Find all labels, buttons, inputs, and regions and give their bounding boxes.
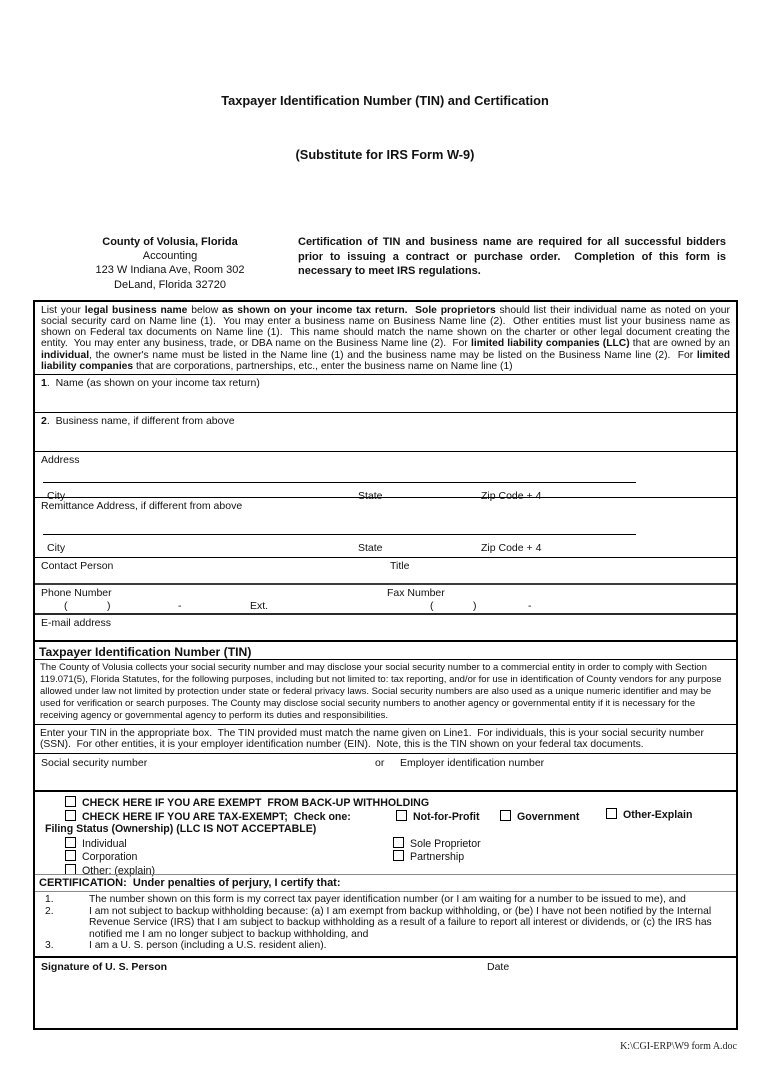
other-explain-checkbox[interactable] <box>606 808 617 819</box>
or-label: or <box>375 757 385 770</box>
form-header <box>0 235 770 292</box>
not-for-profit-label: Not-for-Profit <box>413 810 480 823</box>
phone-paren-open: ( <box>64 600 68 613</box>
certification-item-1-text: The number shown on this form is my correct tax payer identification number (or I am waiting for a number to be issued to me), and <box>89 894 686 906</box>
tin-section-heading: Taxpayer Identification Number (TIN) <box>35 640 736 659</box>
fax-paren-open: ( <box>430 600 434 613</box>
remittance-input-line[interactable] <box>43 518 636 535</box>
address-label: Address <box>41 454 80 467</box>
not-for-profit-option <box>396 810 480 823</box>
tax-exempt-label: CHECK HERE IF YOU ARE TAX-EXEMPT; Check one: <box>82 810 351 823</box>
agency-name: County of Volusia, Florida <box>102 236 238 248</box>
name-field-label: . Name (as shown on your income tax return) <box>46 377 260 390</box>
signature-field[interactable] <box>35 956 736 1028</box>
signature-label: Signature of U. S. Person <box>41 961 168 973</box>
certification-item-2-number: 2. <box>45 905 54 917</box>
certification-item-1-number: 1. <box>45 894 54 906</box>
sole-proprietor-label: Sole Proprietor <box>410 837 481 850</box>
backup-withholding-checkbox[interactable] <box>65 796 76 807</box>
sole-proprietor-checkbox[interactable] <box>393 837 404 848</box>
ssn-ein-field[interactable] <box>35 753 736 790</box>
form-table <box>33 300 738 1030</box>
ssn-label: Social security number <box>41 757 148 770</box>
backup-withholding-label: CHECK HERE IF YOU ARE EXEMPT FROM BACK-UP WITHHOLDING <box>82 797 430 810</box>
title-label: Title <box>390 560 410 573</box>
page-title-line2: (Substitute for IRS Form W-9) <box>295 147 475 162</box>
phone-ext-label: Ext. <box>250 600 269 613</box>
filing-status-row-2 <box>41 850 730 864</box>
corporation-label: Corporation <box>82 851 138 864</box>
partnership-option <box>393 850 464 863</box>
page-title <box>0 56 770 200</box>
corporation-checkbox[interactable] <box>65 850 76 861</box>
ein-label: Employer identification number <box>400 757 545 770</box>
zip-label: Zip Code + 4 <box>481 542 542 555</box>
other-explain-status-checkbox[interactable] <box>65 864 76 875</box>
individual-checkbox[interactable] <box>65 837 76 848</box>
fax-dash: - <box>528 600 532 613</box>
other-explain-label: Other-Explain <box>623 808 693 821</box>
address-input-line[interactable] <box>43 466 636 483</box>
zip-label: Zip Code + 4 <box>481 490 542 503</box>
government-checkbox[interactable] <box>500 810 511 821</box>
business-field-number: 2 <box>41 415 47 428</box>
phone-paren-close: ) <box>107 600 111 613</box>
intro-paragraph: List your legal business name below as shown on your income tax return. Sole proprietors should list their individual name as noted on your social security card on Name line (1). You may enter a business name on Business Name line (2). Other entities must list your business name as shown on Federal tax documents on Name line (1). This name should match the name shown on the charter or other legal document creating the entity. You may enter any business, trade, or DBA name on the Business Name line (2). For limited liability companies (LLC) that are owned by an individual, the owner's name must be listed in the Name line (1) and the business name may be listed on the Business Name line (2). For limited liability companies that are corporations, partnerships, etc., enter the business name on Name line (1) <box>41 304 733 372</box>
fax-paren-close: ) <box>473 600 477 613</box>
not-for-profit-checkbox[interactable] <box>396 810 407 821</box>
file-path-footer: K:\CGI-ERP\W9 form A.doc <box>620 1041 737 1052</box>
certification-item-3-text: I am a U. S. person (including a U.S. resident alien). <box>89 940 327 952</box>
city-label: City <box>47 542 66 555</box>
phone-number-label: Phone Number <box>41 587 112 600</box>
partnership-label: Partnership <box>410 851 465 864</box>
agency-address1: 123 W Indiana Ave, Room 302 <box>95 264 245 277</box>
agency-address2: DeLand, Florida 32720 <box>114 278 226 291</box>
sole-proprietor-option <box>393 837 481 850</box>
tax-exempt-line <box>41 810 730 824</box>
other-status-label: Other: (explain) <box>82 864 156 877</box>
certification-item-3-number: 3. <box>45 940 54 952</box>
agency-dept: Accounting <box>142 250 198 263</box>
certification-item-1 <box>39 894 732 906</box>
email-label: E-mail address <box>41 617 112 630</box>
certification-heading: CERTIFICATION: Under penalties of perjury, I certify that: <box>35 874 736 891</box>
name-field-number: 1 <box>41 377 47 390</box>
address-field[interactable] <box>35 451 736 503</box>
business-name-field[interactable] <box>35 412 736 451</box>
state-label: State <box>358 490 383 503</box>
page-title-line1: Taxpayer Identification Number (TIN) and Certification <box>221 93 549 108</box>
certification-item-2 <box>39 906 732 941</box>
partnership-checkbox[interactable] <box>393 850 404 861</box>
remittance-address-field[interactable] <box>35 497 736 557</box>
filing-status-row-1 <box>41 837 730 851</box>
filing-status-heading: Filing Status (Ownership) (LLC IS NOT ACCEPTABLE) <box>45 823 317 836</box>
other-explain-option <box>606 808 692 821</box>
tax-exempt-checkbox[interactable] <box>65 810 76 821</box>
individual-label: Individual <box>82 837 127 850</box>
business-field-label: . Business name, if different from above <box>46 415 235 428</box>
remittance-city-state-zip <box>41 542 730 555</box>
government-label: Government <box>517 810 580 823</box>
ssn-privacy-paragraph: The County of Volusia collects your social security number and may disclose your social security number to a commercial entity in order to comply with Section 119.071(5), Florida Statutes, for the following purposes, including but not limited to: tax reporting, and/or for use in identification of County vendors for any purpose allowed under law not limited by protection under state or federal privacy laws. Social security numbers are also used as a unique numeric identifier and may be used for verification or search purposes. The County may disclose social security numbers to another agency or governmental entity if it is necessary for the receiving agency or governmental agency to perform its duties and responsibilities. <box>35 659 736 724</box>
date-label: Date <box>487 961 510 973</box>
w9-form-page <box>0 56 770 1052</box>
agency-block <box>55 235 285 292</box>
contact-person-field[interactable] <box>35 557 736 583</box>
name-field[interactable] <box>35 374 736 412</box>
tin-instructions-paragraph: Enter your TIN in the appropriate box. The TIN provided must match the name given on Line1. For individuals, this is your social security number (SSN). For other entities, it is your employer identification number (EIN). Note, this is the TIN shown on your federal tax documents. <box>35 724 736 753</box>
certification-note: Certification of TIN and business name are required for all successful bidders prior to issuing a contract or purchase order. Completion of this form is necessary to meet IRS regulations. <box>298 236 730 278</box>
fax-number-label: Fax Number <box>387 587 445 600</box>
remittance-label: Remittance Address, if different from above <box>41 500 243 513</box>
state-label: State <box>358 542 383 555</box>
email-field[interactable] <box>35 613 736 640</box>
government-option <box>500 810 579 823</box>
certification-item-2-text: I am not subject to backup withholding because: (a) I am exempt from backup withholding, or (be) I have not been notified by the Internal Revenue Service (IRS) that I am subject to backup withholding as a result of a failure to report all interest or dividends, or (c) the IRS has notified me I am no longer subject to backup withholding, and <box>89 905 712 940</box>
phone-dash: - <box>178 600 182 613</box>
certification-list <box>35 891 736 956</box>
city-label: City <box>47 490 66 503</box>
contact-person-label: Contact Person <box>41 560 114 573</box>
certification-item-3 <box>39 940 732 952</box>
exemption-filing-status-section <box>35 790 736 877</box>
phone-fax-field[interactable] <box>35 583 736 613</box>
